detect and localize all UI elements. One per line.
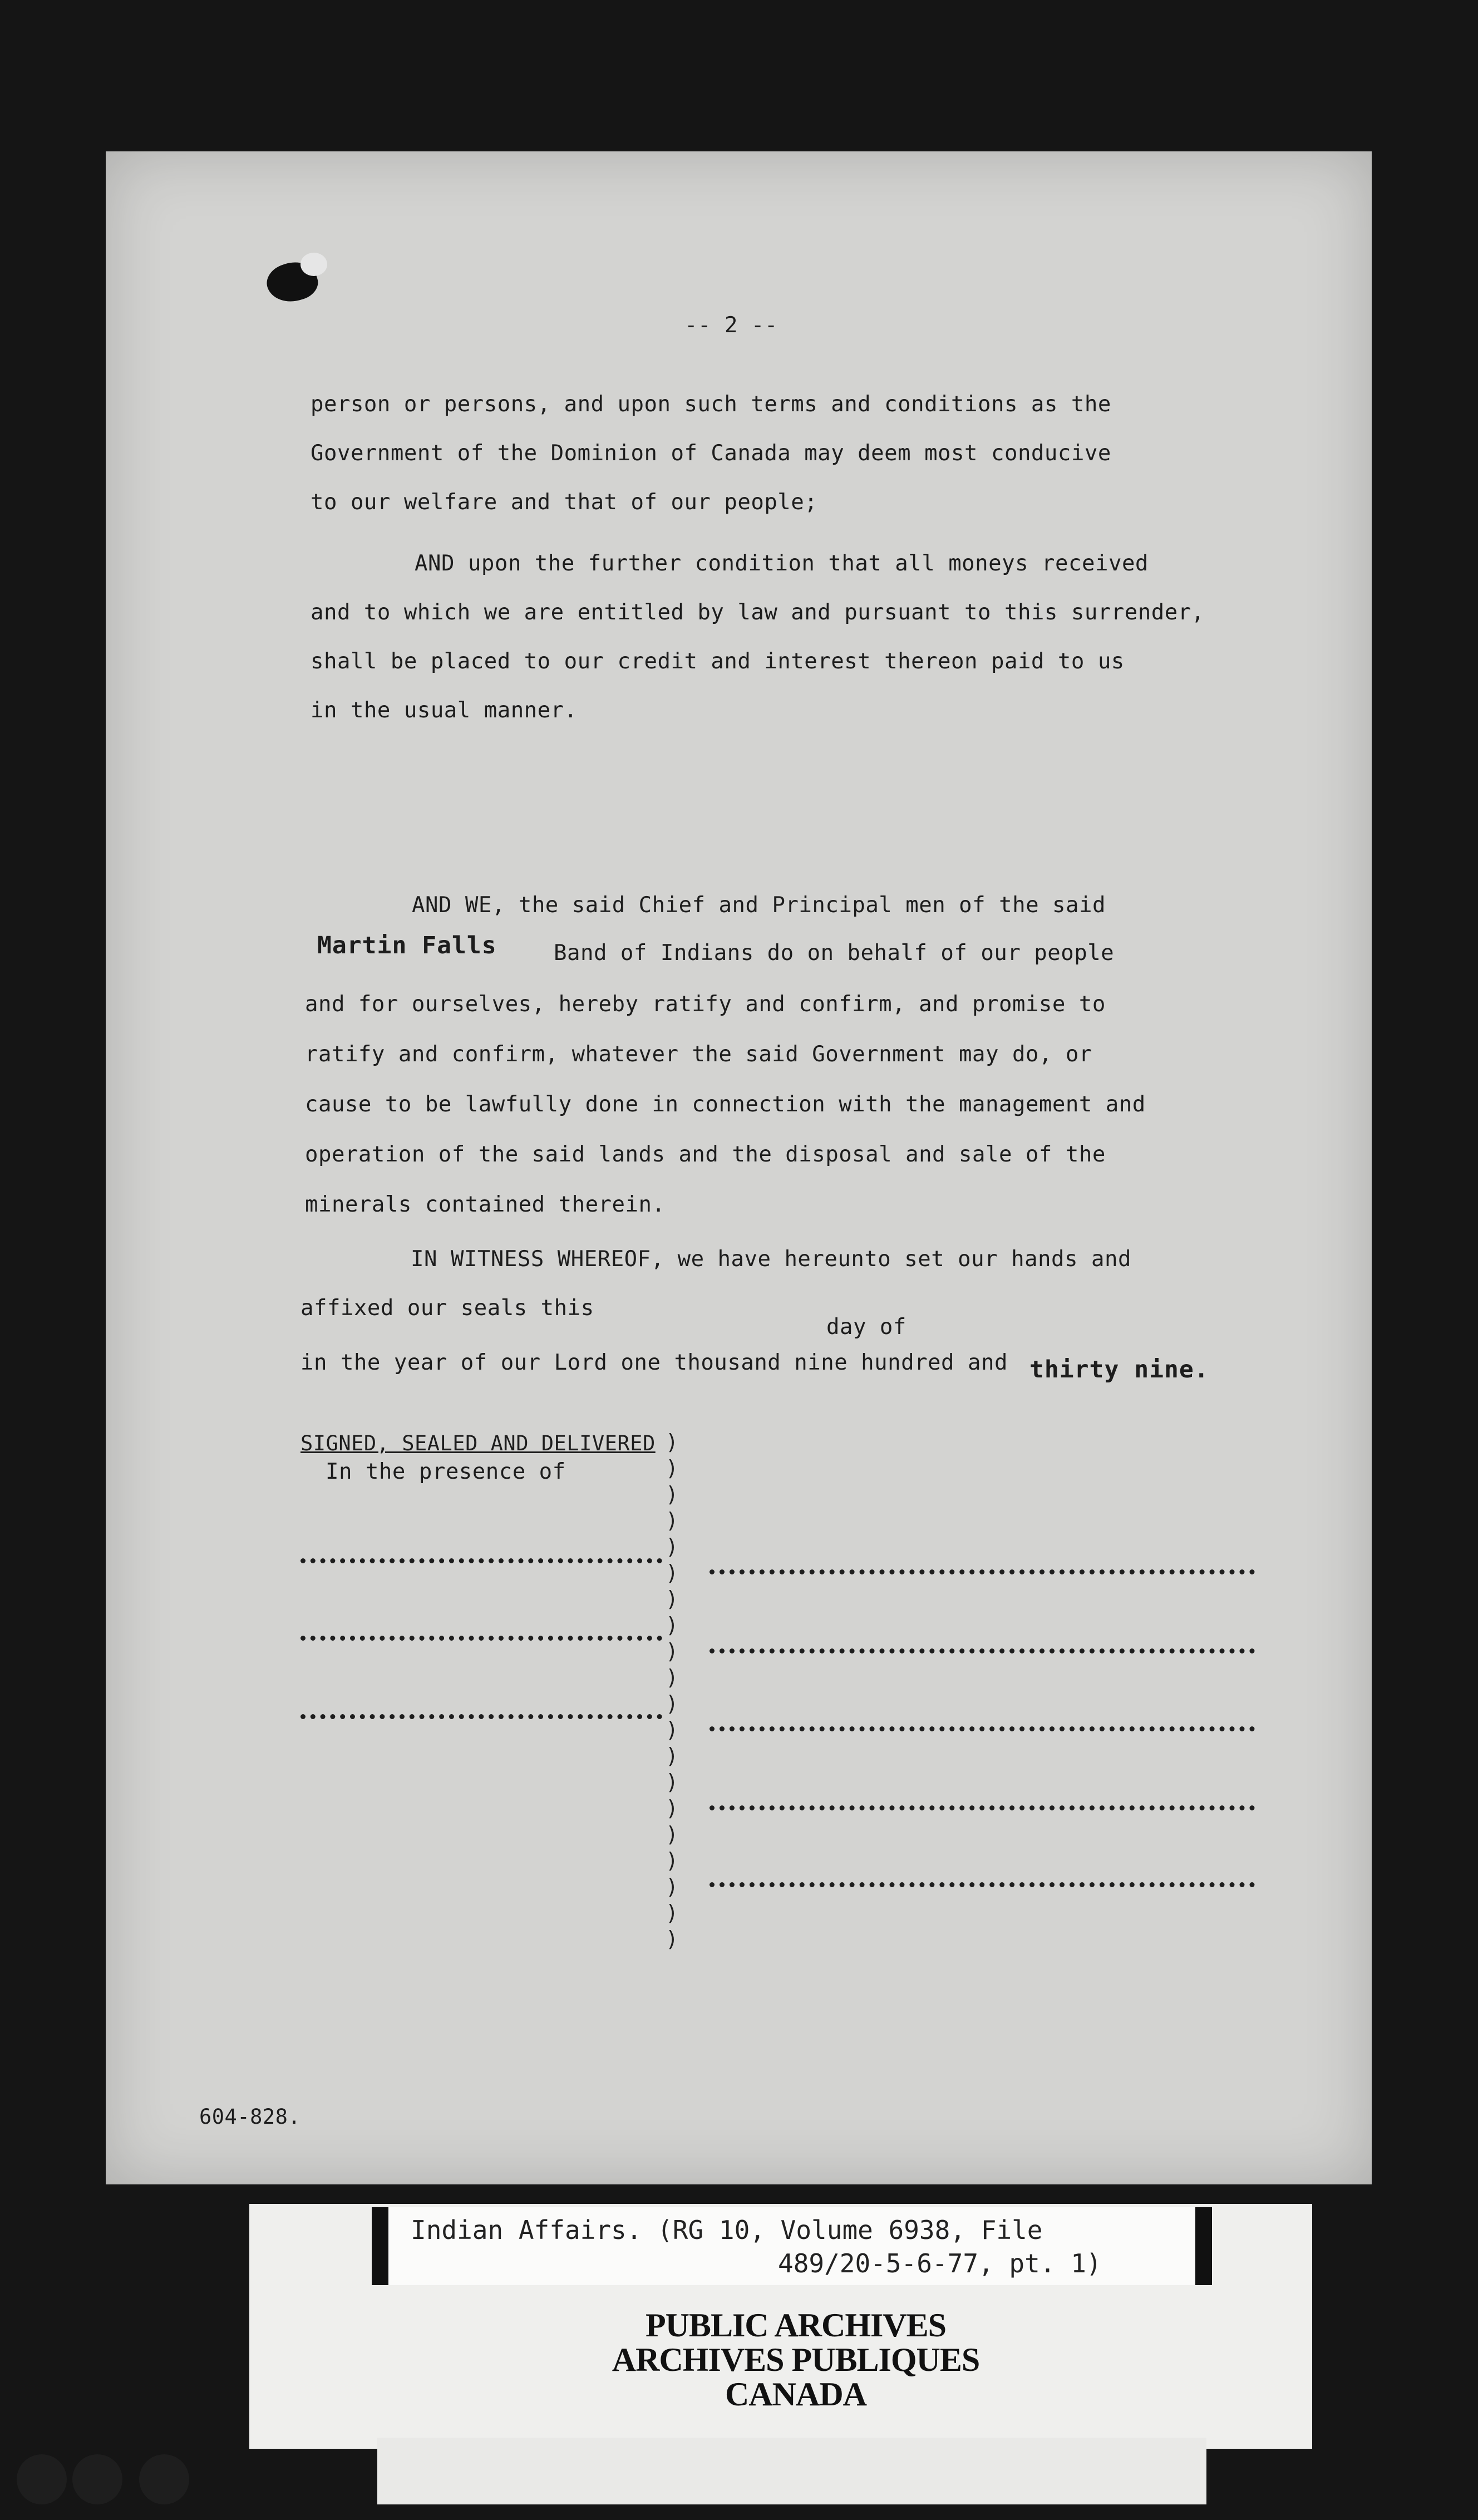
film-sprocket-hole bbox=[72, 2454, 122, 2504]
signatory-signature-line bbox=[710, 1648, 1255, 1653]
page-number: -- 2 -- bbox=[684, 313, 778, 338]
paragraph3-line1: AND WE, the said Chief and Principal men of the said bbox=[412, 893, 1106, 918]
archive-reference-line1: Indian Affairs. (RG 10, Volume 6938, File bbox=[411, 2215, 1043, 2245]
archive-reference-strip bbox=[372, 2207, 1212, 2285]
faint-bleed-through-stamp bbox=[495, 1871, 807, 2105]
paragraph3-line6: operation of the said lands and the disposal and sale of the bbox=[305, 1142, 1106, 1167]
paragraph1-line3: to our welfare and that of our people; bbox=[311, 490, 818, 515]
witness-signature-line bbox=[300, 1714, 662, 1719]
witness-line2: affixed our seals this bbox=[300, 1296, 594, 1321]
band-name: Martin Falls bbox=[317, 932, 497, 959]
archive-label-bottom bbox=[377, 2438, 1206, 2504]
witness-signature-line bbox=[300, 1558, 662, 1563]
paragraph2-line4: in the usual manner. bbox=[311, 698, 578, 723]
witness-signature-line bbox=[300, 1636, 662, 1641]
paragraph3-line5: cause to be lawfully done in connection with the management and bbox=[305, 1092, 1146, 1117]
archive-reference-line2: 489/20-5-6-77, pt. 1) bbox=[778, 2248, 1102, 2278]
paragraph3-line2: Band of Indians do on behalf of our people bbox=[554, 941, 1115, 966]
signatory-signature-line bbox=[710, 1726, 1255, 1731]
witness-day-of: day of bbox=[826, 1315, 906, 1340]
document-page bbox=[106, 151, 1372, 2184]
paragraph1-line1: person or persons, and upon such terms and conditions as the bbox=[311, 392, 1111, 417]
paragraph3-line7: minerals contained therein. bbox=[305, 1192, 666, 1217]
archives-stamp-line3: CANADA bbox=[725, 2376, 866, 2413]
paragraph1-line2: Government of the Dominion of Canada may deem most conducive bbox=[311, 441, 1111, 466]
archives-stamp bbox=[556, 2309, 1035, 2414]
witness-year-fill: thirty nine. bbox=[1029, 1356, 1209, 1384]
signatory-signature-line bbox=[710, 1805, 1255, 1810]
archives-stamp-line2: ARCHIVES PUBLIQUES bbox=[612, 2341, 980, 2378]
paper-tear-highlight bbox=[300, 253, 327, 276]
witness-line1: IN WITNESS WHEREOF, we have hereunto set our hands and bbox=[411, 1247, 1131, 1272]
paragraph3-line4: ratify and confirm, whatever the said Government may do, or bbox=[305, 1042, 1092, 1067]
signature-heading: SIGNED, SEALED AND DELIVERED bbox=[300, 1431, 656, 1455]
paragraph2-line3: shall be placed to our credit and interest thereon paid to us bbox=[311, 649, 1125, 674]
film-sprocket-hole bbox=[139, 2454, 189, 2504]
witness-line3: in the year of our Lord one thousand nine hundred and bbox=[300, 1350, 1008, 1375]
signatory-signature-line bbox=[710, 1569, 1255, 1574]
paragraph2-line1: AND upon the further condition that all moneys received bbox=[415, 551, 1149, 576]
archives-stamp-line1: PUBLIC ARCHIVES bbox=[645, 2307, 947, 2344]
signature-subheading: In the presence of bbox=[326, 1459, 566, 1484]
form-number: 604-828. bbox=[199, 2105, 301, 2129]
paragraph2-line2: and to which we are entitled by law and pursuant to this surrender, bbox=[311, 600, 1205, 625]
paragraph3-line3: and for ourselves, hereby ratify and confirm, and promise to bbox=[305, 992, 1106, 1017]
film-sprocket-hole bbox=[17, 2454, 67, 2504]
signature-brace: ) ) ) ) ) ) ) ) ) ) ) ) ) ) ) ) ) ) ) ) bbox=[666, 1430, 678, 1951]
